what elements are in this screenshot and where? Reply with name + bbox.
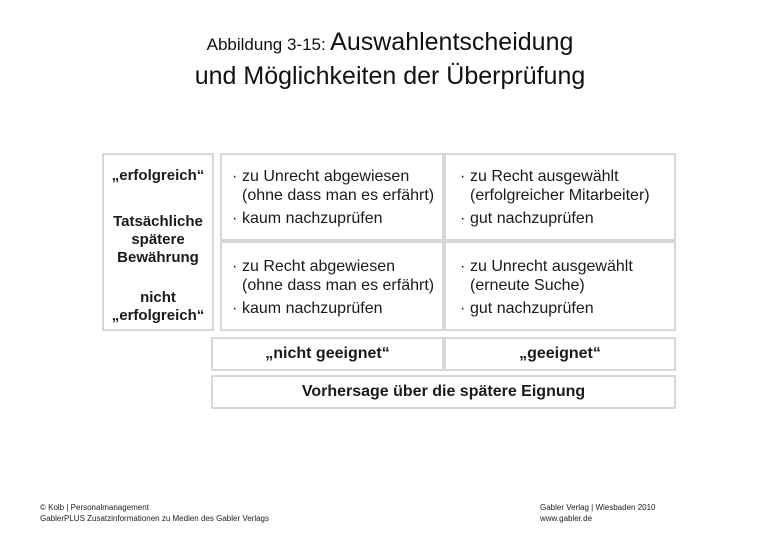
cell-rejected-successful — [220, 153, 444, 241]
cell-text-1: zu Unrecht abgewiesen — [242, 168, 410, 185]
row-label-not-successful: nicht „erfolgreich“ — [111, 289, 205, 324]
cell-text-3: gut nachzuprüfen — [470, 300, 594, 317]
bullet-marker: · — [460, 300, 466, 317]
figure-number: Abbildung 3-15: — [206, 35, 326, 54]
column-label-suitable: „geeignet“ — [444, 337, 676, 371]
footer-right — [540, 502, 655, 524]
cell-selected-not-successful — [444, 241, 676, 331]
footer-left — [40, 502, 269, 524]
row-axis-label: Tatsächliche spätere Bewährung — [113, 213, 203, 266]
footer-source: GablerPLUS Zusatzinformationen zu Medien des Gabler Verlags — [40, 514, 270, 523]
cell-text-3: gut nachzuprüfen — [470, 210, 594, 227]
cell-text-1: zu Unrecht ausgewählt — [470, 258, 633, 275]
column-axis-label: Vorhersage über die spätere Eignung — [211, 375, 676, 409]
bullet-marker: · — [232, 258, 238, 275]
cell-text-2: (ohne dass man es erfährt) — [242, 277, 435, 294]
bullet-marker: · — [232, 300, 238, 317]
bullet-marker: · — [460, 168, 466, 185]
footer-publisher: Gabler Verlag | Wiesbaden 2010 — [540, 503, 656, 512]
cell-text-1: zu Recht ausgewählt — [470, 168, 619, 185]
cell-text-2: (erfolgreicher Mitarbeiter) — [470, 187, 650, 204]
bullet-marker: · — [232, 168, 238, 185]
column-label-not-suitable: „nicht geeignet“ — [211, 337, 444, 371]
footer-website: www.gabler.de — [540, 514, 593, 523]
cell-rejected-not-successful — [220, 241, 444, 331]
row-label-column — [102, 153, 214, 331]
row-label-successful: „erfolgreich“ — [111, 167, 205, 184]
figure-title: Auswahlentscheidung — [330, 28, 574, 56]
cell-text-3: kaum nachzuprüfen — [242, 300, 383, 317]
cell-text-2: (erneute Suche) — [470, 277, 585, 294]
bullet-marker: · — [232, 210, 238, 227]
cell-selected-successful — [444, 153, 676, 241]
bullet-marker: · — [460, 210, 466, 227]
figure-title-line2: und Möglichkeiten der Überprüfung — [194, 62, 586, 90]
cell-text-3: kaum nachzuprüfen — [242, 210, 383, 227]
cell-text-1: zu Recht abgewiesen — [242, 258, 395, 275]
figure-title-line1 — [0, 28, 780, 57]
footer-copyright: © Kolb | Personalmanagement — [40, 503, 149, 512]
cell-text-2: (ohne dass man es erfährt) — [242, 187, 435, 204]
bullet-marker: · — [460, 258, 466, 275]
